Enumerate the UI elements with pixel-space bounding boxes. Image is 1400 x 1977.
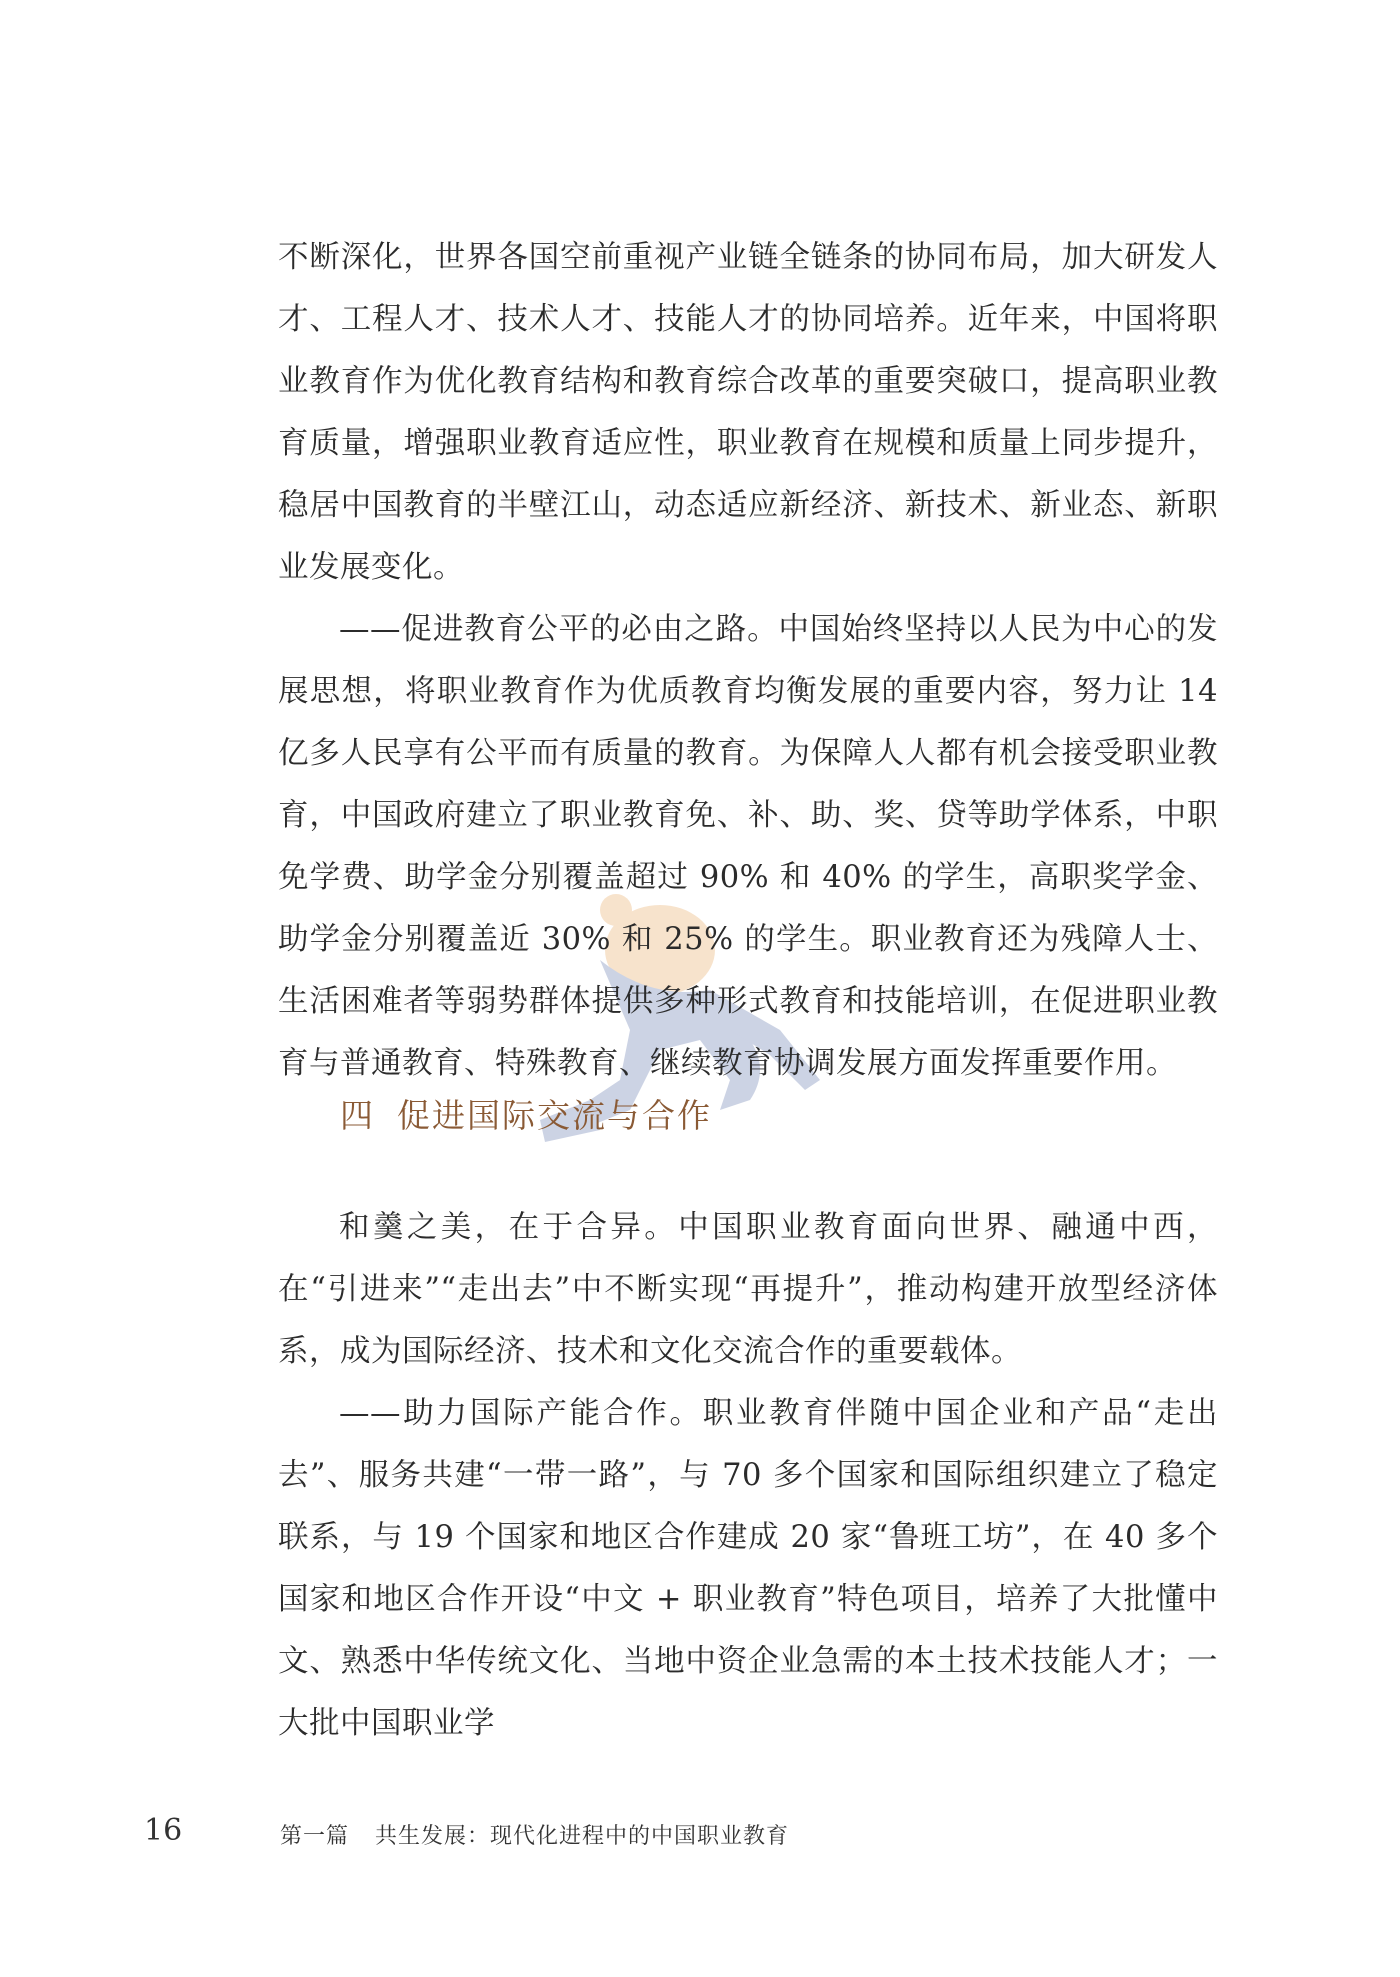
page-footer [0,1813,1400,1853]
running-title [280,1819,789,1850]
section-heading [340,1090,712,1137]
paragraph-continued: 不断深化，世界各国空前重视产业链全链条的协同布局，加大研发人才、工程人才、技术人才、技能人才的协同培养。近年来，中国将职业教育作为优化教育结构和教育综合改革的重要突破口，提高职业教育质量，增强职业教育适应性，职业教育在规模和质量上同步提升，稳居中国教育的半壁江山，动态适应新经济、新技术、新业态、新职业发展变化。 [278,240,1218,585]
running-title-text: 共生发展：现代化进程中的中国职业教育 [375,1824,790,1849]
paragraph-capacity-cooperation: ——助力国际产能合作。职业教育伴随中国企业和产品“走出去”、服务共建“一带一路”，与 70 多个国家和国际组织建立了稳定联系，与 19 个国家和地区合作建成 20 家“鲁班工坊”，在 40 多个国家和地区合作开设“中文 + 职业教育”特色项目，培养了大批懂中文、熟悉中华传统文化、当地中资企业急需的本土技术技能人才；一大批中国职业学 [278,1396,1218,1741]
section-title: 促进国际交流与合作 [397,1096,712,1135]
body-text-bottom [278,1197,1218,1755]
section-number: 四 [340,1096,375,1135]
paragraph-intro-international: 和羹之美，在于合异。中国职业教育面向世界、融通中西，在“引进来”“走出去”中不断实现“再提升”，推动构建开放型经济体系，成为国际经济、技术和文化交流合作的重要载体。 [278,1210,1218,1369]
body-text-top [278,227,1218,1095]
page-number: 16 [144,1813,183,1848]
paragraph-education-equity: ——促进教育公平的必由之路。中国始终坚持以人民为中心的发展思想，将职业教育作为优质教育均衡发展的重要内容，努力让 14 亿多人民享有公平而有质量的教育。为保障人人都有机会接受职业教育，中国政府建立了职业教育免、补、助、奖、贷等助学体系，中职免学费、助学金分别覆盖超过 90% 和 40% 的学生，高职奖学金、助学金分别覆盖近 30% 和 25% 的学生。职业教育还为残障人士、生活困难者等弱势群体提供多种形式教育和技能培训，在促进职业教育与普通教育、特殊教育、继续教育协调发展方面发挥重要作用。 [278,612,1218,1081]
running-title-part: 第一篇 [280,1824,350,1849]
